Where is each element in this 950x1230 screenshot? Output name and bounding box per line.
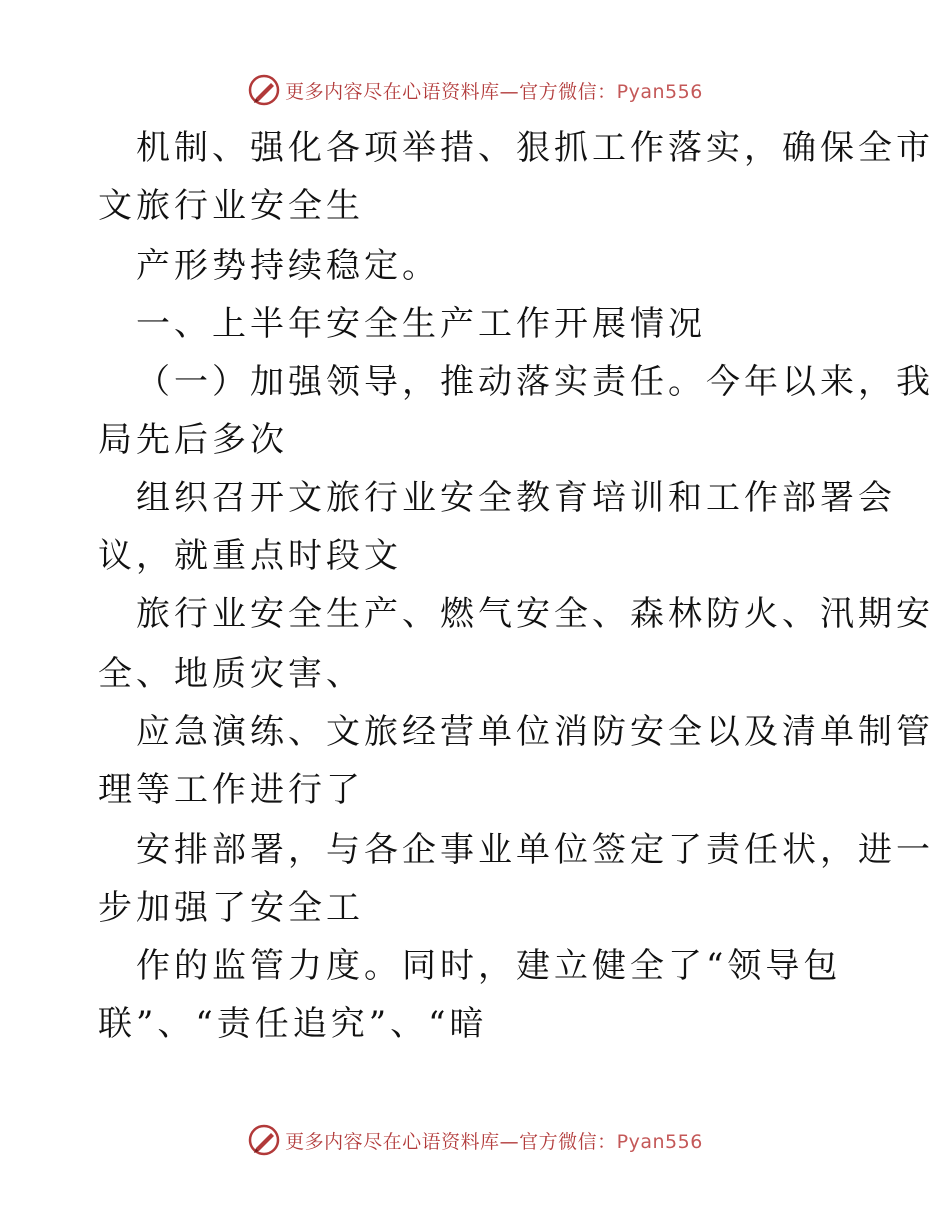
text-line: 局先后多次	[98, 420, 288, 460]
header-banner	[0, 70, 950, 110]
text-line: 步加强了安全工	[98, 888, 364, 928]
text-line: 议，就重点时段文	[98, 536, 402, 576]
banner-text: 更多内容尽在心语资料库—官方微信：Pyan556	[285, 1130, 703, 1153]
text-line: 安排部署，与各企事业单位签定了责任状，进一	[136, 830, 934, 870]
text-line: 产形势持续稳定。	[136, 246, 440, 286]
footer-banner	[0, 1120, 950, 1160]
banner-text: 更多内容尽在心语资料库—官方微信：Pyan556	[285, 80, 703, 103]
text-line: 联”、“责任追究”、“暗	[98, 1004, 488, 1044]
wechat-id: Pyan556	[616, 80, 703, 103]
pen-logo-icon	[247, 73, 281, 107]
text-line: 全、地质灾害、	[98, 654, 364, 694]
text-line: 作的监管力度。同时，建立健全了“领导包	[136, 946, 842, 986]
text-line: 机制、强化各项举措、狠抓工作落实，确保全市	[136, 128, 934, 168]
text-line: 应急演练、文旅经营单位消防安全以及清单制管	[136, 712, 934, 752]
text-line: 旅行业安全生产、燃气安全、森林防火、汛期安	[136, 594, 934, 634]
text-line: 理等工作进行了	[98, 770, 364, 810]
text-line: （一）加强领导，推动落实责任。今年以来，我	[136, 362, 934, 402]
text-line: 组织召开文旅行业安全教育培训和工作部署会	[136, 478, 896, 518]
text-line: 文旅行业安全生	[98, 186, 364, 226]
section-heading: 一、上半年安全生产工作开展情况	[136, 304, 706, 344]
wechat-id: Pyan556	[616, 1130, 703, 1153]
pen-logo-icon	[247, 1123, 281, 1157]
